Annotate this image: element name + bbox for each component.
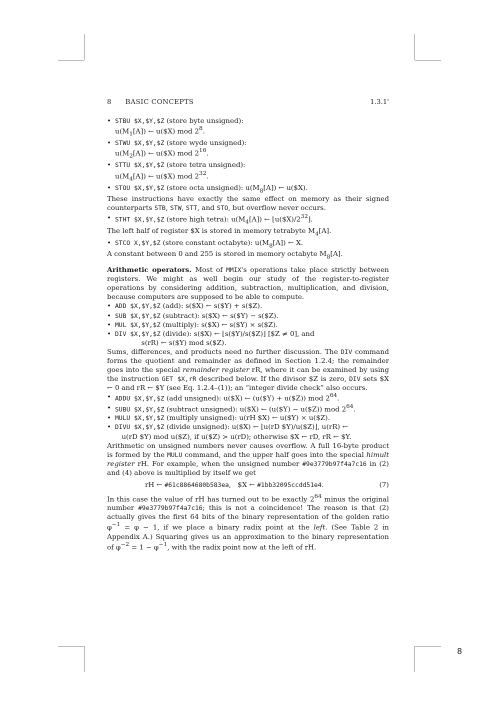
bullet-item: • DIVU $X,$Y,$Z (divide unsigned): u($X) ← ⌊u(rD $Y)/u($Z)⌋, u(rR) ← [107, 423, 389, 432]
paragraph: Arithmetic on unsigned numbers never causes overflow. A full 16-byte product is formed by the MULU command, and the upper half goes into the special himult register rH. For example, when the unsigned number #9e3779b97f4a7c16 in (2) and (4) above is multiplied by itself we get [107, 441, 390, 477]
equation-number: (7) [379, 480, 389, 489]
paragraph: These instructions have exactly the same effect on memory as their signed counterparts STB, STW, STT, and STO, but overflow never occurs. [107, 195, 389, 213]
paragraph: In this case the value of rH has turned out to be exactly $2^{64}$ minus the original number #9e3779b97f4a7c16; this is not a coincidence! The reason is that (2) actually gives the first 64 bits of the binary representation of the golden ratio $\varphi^{-1} = \varphi - 1$, if we place a binary radix point at the left. (See Table 2 in Appendix A.) Squaring gives us an approximation to the binary representation of $\varphi^{-2} = 1 - \varphi^{-1}$, with the radix point now at the left of rH. [107, 493, 389, 551]
bullet-item: • STTU $X,$Y,$Z (store tetra unsigned): [107, 161, 389, 170]
formula-line: $u(M_4[A])$ ← u($X) mod $2^{32}$. [115, 170, 209, 183]
paragraph: A constant between 0 and 255 is stored in memory octabyte $M_8[A]$. [107, 250, 343, 261]
crop-mark [58, 60, 84, 61]
section-paragraph: Arithmetic operators. Most of MMIX's operations take place strictly between registers. We might as well begin our study of the register-to-register operations by considering addition, subtraction, multiplication, and division, because computers are supposed to be able to compute. [107, 266, 389, 302]
crop-mark [84, 34, 85, 60]
equation-body: rH ← #61c8864680b583ea, $X ← #1bb32095ccdd51e4. [145, 480, 324, 489]
bullet-item: • SUB $X,$Y,$Z (subtract): s($X) ← s($Y) − s($Z). [107, 312, 389, 321]
display-equation [107, 481, 389, 490]
running-header [107, 98, 389, 107]
crop-mark [415, 646, 441, 647]
bullet-item: • ADD $X,$Y,$Z (add): s($X) ← s($Y) + s($Z). [107, 302, 389, 311]
crop-mark [414, 34, 415, 60]
formula-line: $u(M_1[A])$ ← u($X) mod $2^8$. [115, 125, 205, 138]
bullet-item: • SUBU $X,$Y,$Z (subtract unsigned): u($X) ← (u($Y) − u($Z)) mod $2^{64}$. [107, 404, 389, 414]
header-title: BASIC CONCEPTS [125, 98, 194, 106]
paragraph: The left half of register $X is stored in memory tetrabyte $M_4[A]$. [107, 226, 332, 238]
bullet-item: • ADDU $X,$Y,$Z (add unsigned): u($X) ← (u($Y) + u($Z)) mod $2^{64}$. [107, 393, 389, 403]
crop-mark [414, 646, 415, 672]
crop-mark [58, 646, 84, 647]
header-section: 1.3.1' [370, 98, 389, 106]
bullet-item: • MULU $X,$Y,$Z (multiply unsigned): u(rH $X) ← u($Y) × u($Z). [107, 414, 389, 423]
paragraph: Sums, differences, and products need no further discussion. The DIV command forms the quotient and remainder as defined in Section 1.2.4; the remainder goes into the special remainder register rR, where it can be examined by using the instruction GET $X,rR described below. If the divisor $Z is zero, DIV sets $X ← 0 and rR ← $Y (see Eq. 1.2.4–(1)); an “integer divide check” also occurs. [107, 348, 390, 393]
page-body [107, 117, 389, 552]
bullet-item: • STBU $X,$Y,$Z (store byte unsigned): [107, 117, 389, 126]
bullet-item: • STOU $X,$Y,$Z (store octa unsigned): $u(M_8[A])$ ← u($X). [107, 184, 389, 196]
formula-line: u(rD $Y) mod u($Z), if u($Z) > u(rD); otherwise $X ← rD, rR ← $Y. [115, 432, 352, 441]
crop-mark [415, 60, 441, 61]
header-page-number: 8 [107, 98, 112, 106]
bullet-item: • DIV $X,$Y,$Z (divide): s($X) ← ⌊s($Y)/s($Z)⌋ [$Z ≠ 0], and [107, 330, 389, 339]
crop-mark [84, 646, 85, 672]
bullet-item: • STWU $X,$Y,$Z (store wyde unsigned): [107, 139, 389, 148]
document-page [107, 98, 389, 552]
bullet-item: • MUL $X,$Y,$Z (multiply): s($X) ← s($Y) × s($Z). [107, 321, 389, 330]
formula-line: $u(M_2[A])$ ← u($X) mod $2^{16}$. [115, 148, 209, 160]
bullet-item: • STHT $X,$Y,$Z (store high tetra): $u(M_4[A])$ ← $⌊u(\$X)/2^{32}⌋$. [107, 214, 389, 227]
bullet-item: • STCO X,$Y,$Z (store constant octabyte): $u(M_8[A])$ ← X. [107, 239, 389, 251]
footer-page-number: 8 [457, 647, 463, 656]
formula-line: s(rR) ← s($Y) mod s($Z). [115, 339, 227, 348]
